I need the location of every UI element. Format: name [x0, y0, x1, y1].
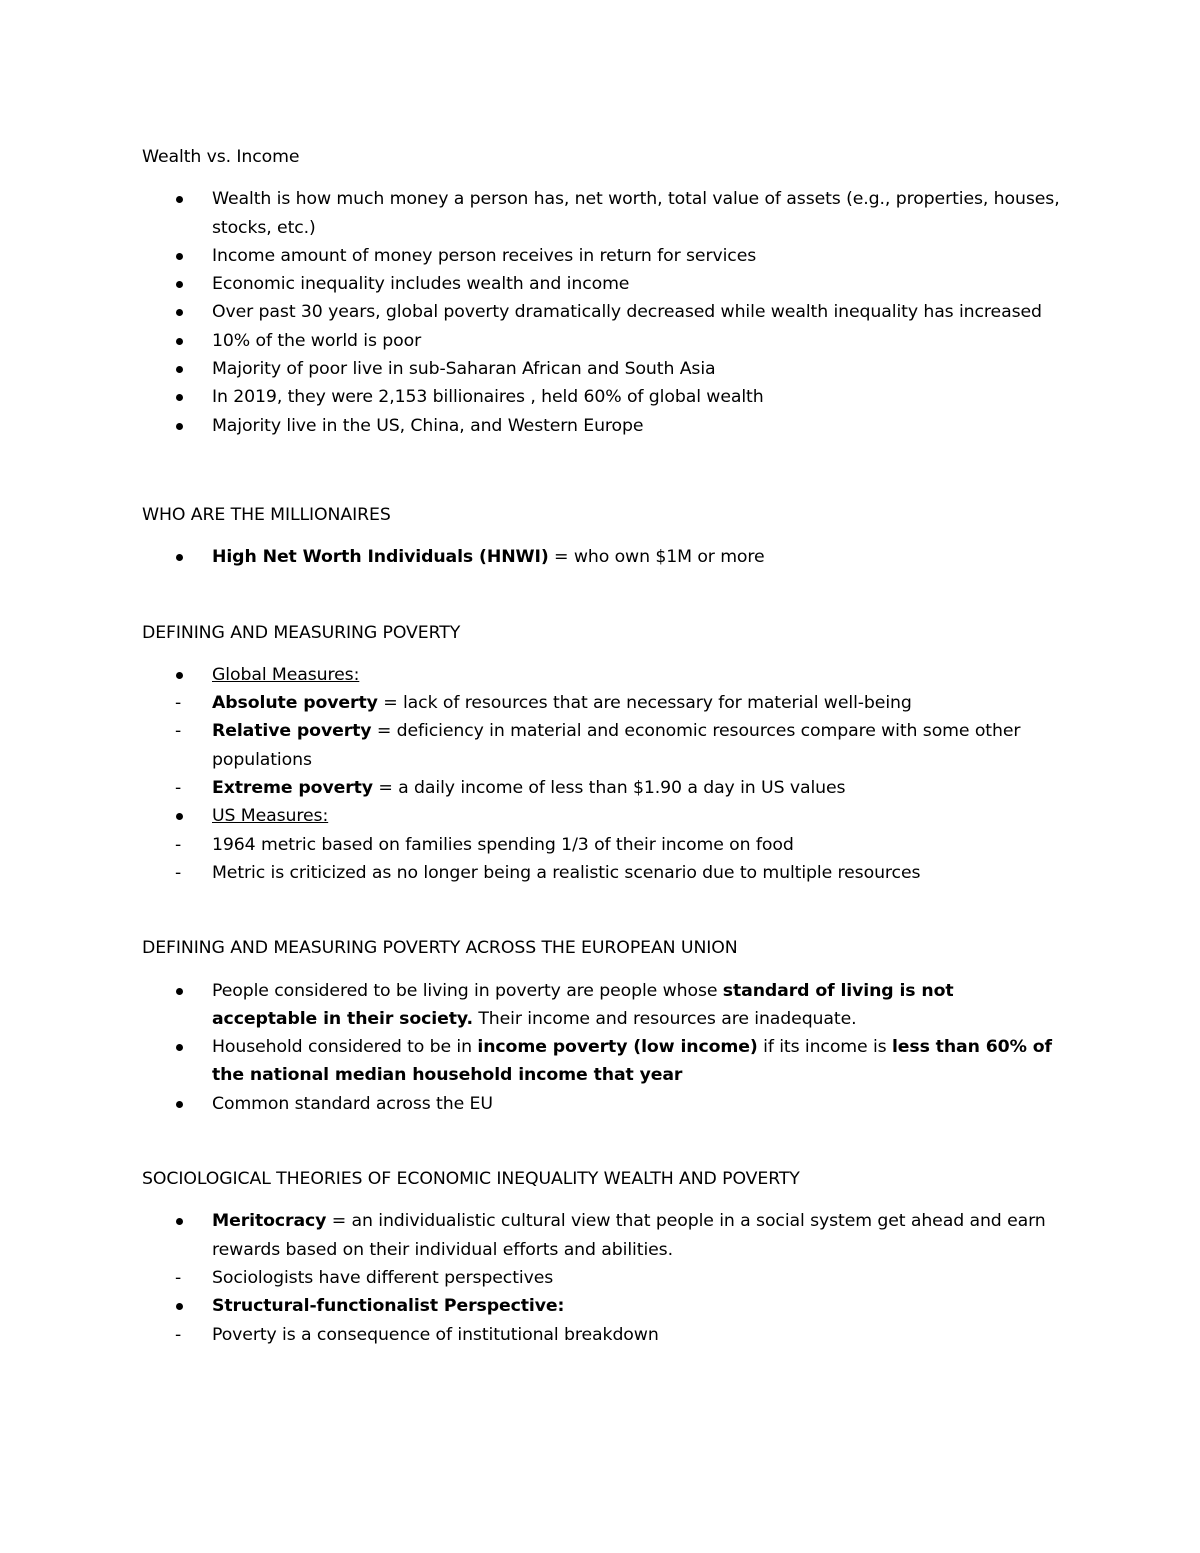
- bullet-icon: [142, 1292, 212, 1320]
- bullet-icon: [142, 185, 212, 213]
- list-item: [142, 327, 1062, 355]
- list-item-text: Household considered to be in: [212, 1037, 478, 1058]
- bullet-list: [142, 661, 1062, 887]
- section-millionaires: [142, 501, 1062, 572]
- term-bold: income poverty (low income): [477, 1037, 758, 1058]
- list-item: [142, 689, 1062, 717]
- dash-icon: [142, 831, 212, 859]
- dash-icon: [142, 859, 212, 887]
- list-item-text: Metric is criticized as no longer being a realistic scenario due to multiple resources: [212, 862, 921, 883]
- list-item-text: 1964 metric based on families spending 1/3 of their income on food: [212, 834, 794, 855]
- list-item-text: People considered to be living in poverty are people whose: [212, 980, 723, 1001]
- list-item-text: Poverty is a consequence of institutional breakdown: [212, 1324, 659, 1345]
- list-item: [142, 412, 1062, 440]
- list-item: [142, 185, 1062, 242]
- list-item: [142, 1264, 1062, 1292]
- document-body: [142, 143, 1062, 1349]
- list-item: [142, 355, 1062, 383]
- list-item: [142, 661, 1062, 689]
- list-item-text: = an individualistic cultural view that people in a social system get ahead and earn rewards based on their individual efforts and abilities.: [212, 1211, 1046, 1260]
- list-item: [142, 383, 1062, 411]
- bullet-icon: [142, 543, 212, 571]
- list-item: [142, 242, 1062, 270]
- list-item-text: = lack of resources that are necessary for material well-being: [377, 693, 912, 714]
- subheading-underlined: Global Measures:: [212, 664, 360, 685]
- bullet-icon: [142, 1033, 212, 1061]
- term-bold: Meritocracy: [212, 1211, 327, 1232]
- list-item-text: Majority live in the US, China, and Western Europe: [212, 415, 644, 436]
- term-bold: Relative poverty: [212, 721, 372, 742]
- list-item: [142, 977, 1062, 1034]
- bullet-icon: [142, 383, 212, 411]
- list-item: [142, 1292, 1062, 1320]
- list-item-text: 10% of the world is poor: [212, 330, 422, 351]
- term-bold: High Net Worth Individuals (HNWI): [212, 547, 549, 568]
- bullet-icon: [142, 412, 212, 440]
- dash-icon: [142, 1321, 212, 1349]
- list-item-text: if its income is: [757, 1037, 892, 1058]
- section-wealth-vs-income: [142, 143, 1062, 440]
- bullet-icon: [142, 977, 212, 1005]
- bullet-icon: [142, 327, 212, 355]
- list-item: [142, 298, 1062, 326]
- bullet-list: [142, 1207, 1062, 1348]
- list-item: [142, 859, 1062, 887]
- list-item-text: Over past 30 years, global poverty dramatically decreased while wealth inequality has increased: [212, 302, 1042, 323]
- term-bold: Extreme poverty: [212, 778, 373, 799]
- list-item-text: = deficiency in material and economic resources compare with some other populations: [212, 721, 1021, 770]
- list-item-text: Common standard across the EU: [212, 1093, 493, 1114]
- dash-icon: [142, 689, 212, 717]
- list-item-text: = who own $1M or more: [548, 547, 765, 568]
- list-item-text: = a daily income of less than $1.90 a day in US values: [372, 778, 846, 799]
- section-heading: WHO ARE THE MILLIONAIRES: [142, 504, 391, 525]
- list-item: [142, 1090, 1062, 1118]
- list-item-text: Their income and resources are inadequate.: [472, 1008, 857, 1029]
- section-eu-poverty: [142, 934, 1062, 1118]
- bullet-icon: [142, 242, 212, 270]
- bullet-icon: [142, 298, 212, 326]
- section-heading: DEFINING AND MEASURING POVERTY ACROSS THE EUROPEAN UNION: [142, 938, 738, 959]
- list-item-text: Majority of poor live in sub-Saharan African and South Asia: [212, 359, 716, 380]
- term-bold: Structural-functionalist Perspective:: [212, 1296, 565, 1317]
- list-item: [142, 717, 1062, 774]
- list-item-text: Wealth is how much money a person has, net worth, total value of assets (e.g., properties, houses, stocks, etc.): [212, 189, 1060, 238]
- list-item-text: Income amount of money person receives in return for services: [212, 245, 757, 266]
- bullet-icon: [142, 355, 212, 383]
- section-defining-poverty: [142, 619, 1062, 888]
- term-bold: less than 60% of the national median household income that year: [212, 1037, 1052, 1086]
- bullet-icon: [142, 1207, 212, 1235]
- bullet-list: [142, 977, 1062, 1118]
- list-item-text: Sociologists have different perspectives: [212, 1267, 554, 1288]
- bullet-icon: [142, 802, 212, 830]
- list-item: [142, 802, 1062, 830]
- list-item: [142, 543, 1062, 571]
- section-heading: SOCIOLOGICAL THEORIES OF ECONOMIC INEQUALITY WEALTH AND POVERTY: [142, 1169, 800, 1190]
- list-item: [142, 831, 1062, 859]
- list-item: [142, 270, 1062, 298]
- section-heading: DEFINING AND MEASURING POVERTY: [142, 622, 461, 643]
- list-item: [142, 1033, 1062, 1090]
- bullet-list: [142, 543, 1062, 571]
- list-item: [142, 1321, 1062, 1349]
- list-item-text: Economic inequality includes wealth and income: [212, 274, 630, 295]
- dash-icon: [142, 717, 212, 745]
- section-sociological-theories: [142, 1165, 1062, 1349]
- term-bold: standard of living is not acceptable in their society.: [212, 980, 954, 1029]
- dash-icon: [142, 1264, 212, 1292]
- bullet-list: [142, 185, 1062, 440]
- dash-icon: [142, 774, 212, 802]
- list-item: [142, 1207, 1062, 1264]
- list-item-text: In 2019, they were 2,153 billionaires , held 60% of global wealth: [212, 387, 764, 408]
- bullet-icon: [142, 1090, 212, 1118]
- term-bold: Absolute poverty: [212, 693, 378, 714]
- bullet-icon: [142, 661, 212, 689]
- list-item: [142, 774, 1062, 802]
- section-heading: Wealth vs. Income: [142, 147, 300, 167]
- bullet-icon: [142, 270, 212, 298]
- subheading-underlined: US Measures:: [212, 806, 329, 827]
